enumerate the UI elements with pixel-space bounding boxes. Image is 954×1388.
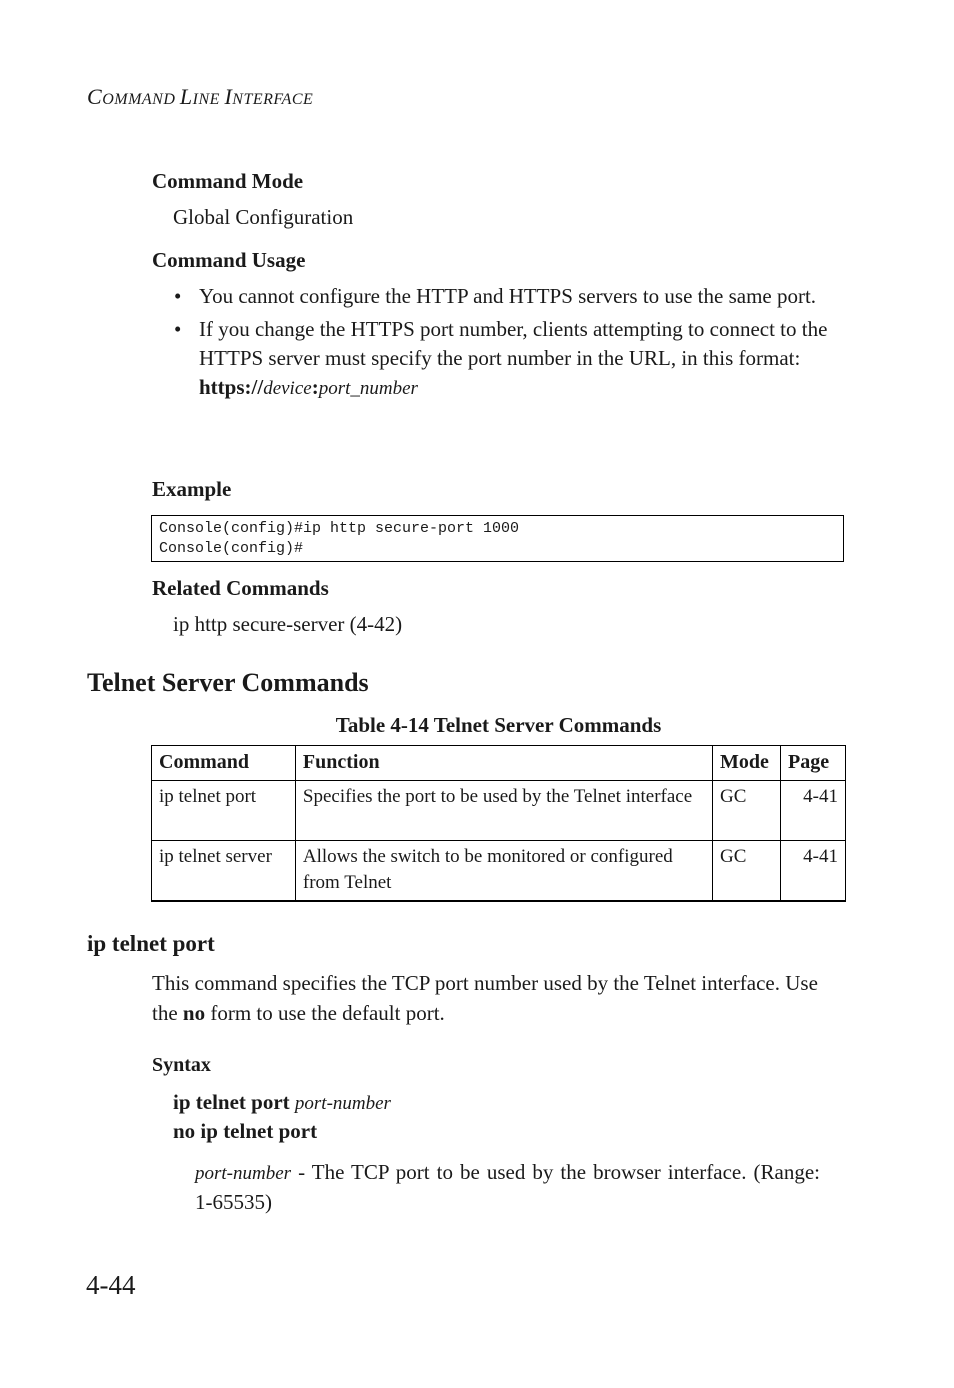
desc-text: This command specifies the TCP port number used by the Telnet interface. Use the [152,971,818,1025]
usage-item [152,282,852,311]
command-description [152,968,832,1028]
usage-item-text: If you change the HTTPS port number, clients attempting to connect to the HTTPS server must specify the port number in the URL, in this format: [199,317,828,370]
example-code-box [151,515,844,562]
column-header: Function [295,746,712,781]
syntax-no-line: no ip telnet port [173,1119,318,1143]
bullet: • [174,284,182,308]
column-header: Mode [713,746,781,781]
header-part: C [87,84,103,109]
subsection-title: ip telnet port [87,931,215,956]
code-line: Console(config)# [159,540,304,557]
syntax-command: ip telnet port [173,1090,290,1114]
desc-keyword: no [182,1001,206,1025]
table-cell: ip telnet server [152,841,296,901]
header-part: I [224,84,233,109]
code-line: Console(config)#ip http secure-port 1000 [159,520,520,537]
related-commands-heading: Related Commands [152,576,329,600]
url-format [199,375,418,399]
column-header: Command [152,746,296,781]
telnet-commands-table [151,745,846,902]
syntax-argument: port-number [294,1093,391,1114]
command-mode-value: Global Configuration [173,205,354,229]
table-row [152,781,846,841]
header-part: NTERFACE [232,91,314,108]
parameter-text: - The TCP port to be used by the browser interface. (Range: 1-65535) [195,1160,820,1214]
url-device: device [263,378,312,399]
section-title: Telnet Server Commands [87,668,369,697]
table-cell: GC [713,781,781,841]
desc-text: form to use the default port. [205,1001,445,1025]
table-header-row [152,746,846,781]
table-cell: 4-41 [781,781,846,841]
url-port: port_number [318,378,418,399]
table-cell: 4-41 [781,841,846,901]
column-header: Page [781,746,846,781]
running-header [87,84,313,110]
header-part: INE [192,91,225,108]
url-colon: : [311,375,319,399]
header-part: OMMAND [102,91,180,108]
example-heading: Example [152,477,232,501]
syntax-line [173,1090,391,1115]
command-usage-heading: Command Usage [152,248,306,272]
header-part: L [179,84,193,109]
table-cell: Allows the switch to be monitored or configured from Telnet [295,841,712,901]
usage-item-text: You cannot configure the HTTP and HTTPS servers to use the same port. [199,284,817,308]
related-commands-value: ip http secure-server (4-42) [173,612,403,636]
table-row [152,841,846,901]
table-cell: Specifies the port to be used by the Telnet interface [295,781,712,841]
usage-item [152,315,852,403]
command-mode-heading: Command Mode [152,169,304,193]
parameter-name: port-number [195,1163,292,1184]
bullet: • [174,317,182,341]
table-cell: GC [713,841,781,901]
url-scheme: https:// [199,375,264,399]
table-caption: Table 4-14 Telnet Server Commands [335,713,662,737]
page-number: 4-44 [86,1270,136,1300]
parameter-description [195,1158,820,1217]
table-cell: ip telnet port [152,781,296,841]
syntax-heading: Syntax [152,1054,211,1076]
command-usage-list [152,282,852,407]
